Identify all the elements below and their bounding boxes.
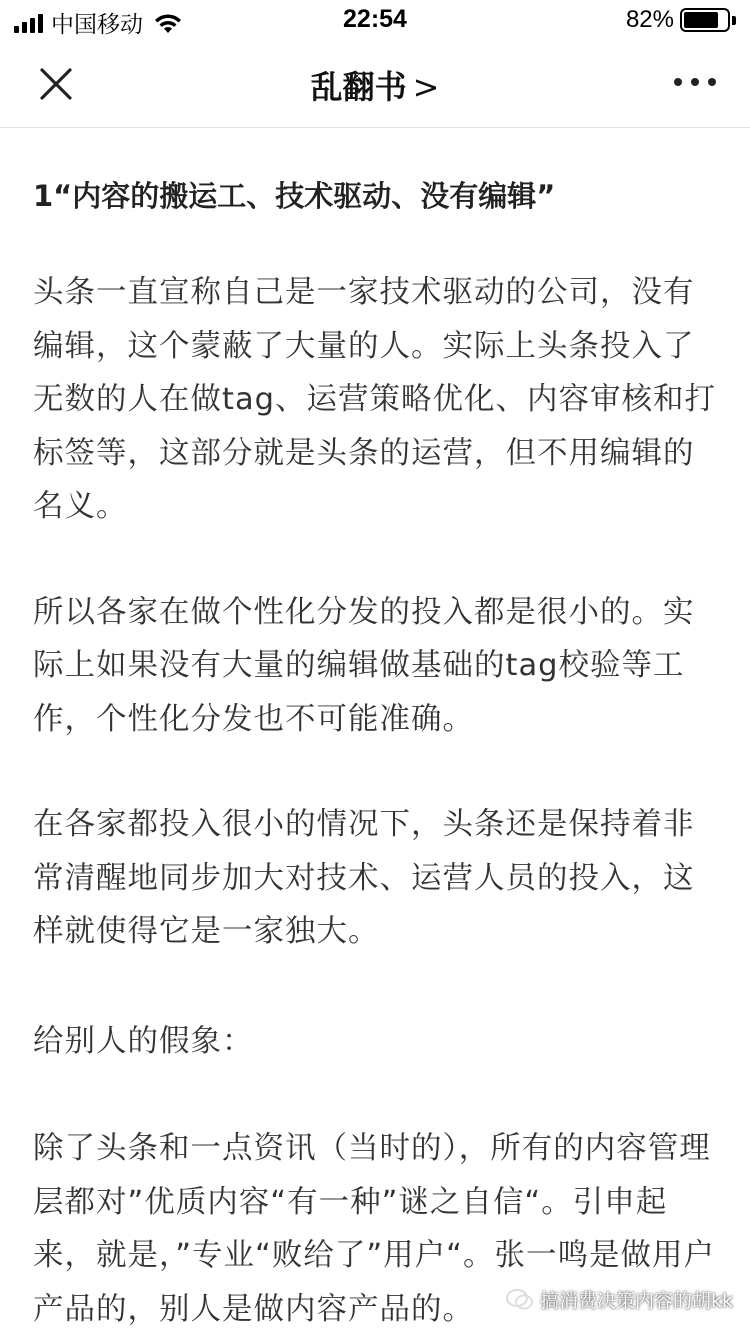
article-body bbox=[33, 128, 723, 1336]
status-right bbox=[626, 6, 736, 34]
paragraph: 所以各家在做个性化分发的投入都是很小的。实际上如果没有大量的编辑做基础的tag校验等工作，个性化分发也不可能准确。 bbox=[33, 594, 695, 737]
nav-bar bbox=[0, 40, 750, 128]
paragraph: 除了头条和一点资讯（当时的），所有的内容管理层都对”优质内容“有一种”谜之自信“。引申起来，就是，”专业“败给了”用户“。张一鸣是做用户产品的，别人是做内容产品的。 bbox=[33, 1131, 715, 1327]
account-title-link[interactable] bbox=[0, 62, 750, 108]
paragraph: 给别人的假象： bbox=[33, 1023, 254, 1059]
paragraph: 在各家都投入很小的情况下，头条还是保持着非常清醒地同步加大对技术、运营人员的投入，这样就使得它是一家独大。 bbox=[33, 807, 695, 949]
wechat-icon bbox=[506, 1288, 534, 1312]
battery-icon bbox=[680, 8, 730, 32]
watermark-text: 搞消费决策内容的胡kk bbox=[540, 1290, 734, 1312]
battery-fill bbox=[684, 12, 718, 28]
account-name: 乱翻书 bbox=[310, 68, 407, 106]
paragraph: 头条一直宣称自己是一家技术驱动的公司，没有编辑，这个蒙蔽了大量的人。实际上头条投入了无数的人在做tag、运营策略优化、内容审核和打标签等，这部分就是头条的运营，但不用编辑的名义。 bbox=[33, 275, 717, 524]
watermark bbox=[506, 1286, 733, 1313]
battery-percent: 82% bbox=[625, 6, 674, 33]
section-heading: 1“内容的搬运工、技术驱动、没有编辑” bbox=[33, 179, 556, 213]
status-time: 22:54 bbox=[343, 5, 407, 33]
chevron-right-icon: > bbox=[412, 68, 440, 106]
more-options-icon[interactable] bbox=[674, 78, 716, 86]
status-bar bbox=[0, 0, 750, 40]
battery-cap bbox=[732, 16, 736, 25]
carrier-label: 中国移动 bbox=[51, 12, 143, 38]
